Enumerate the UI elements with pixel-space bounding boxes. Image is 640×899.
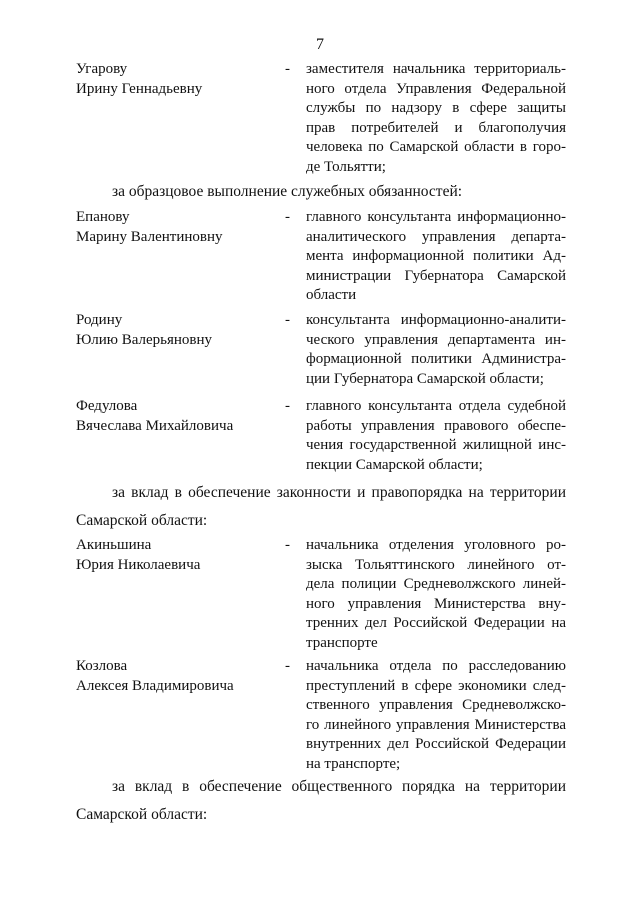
position-description: консультанта информационно-аналити- ческого управления департамента ин- формационной политики Администра- ции Губернатора Самарской области;: [306, 312, 566, 387]
person-name: Угарову Ирину Геннадьевну: [76, 61, 203, 97]
person-name: Федулова Вячеслава Михайловича: [76, 398, 234, 434]
person-name: Акиньшина Юрия Николаевича: [76, 537, 201, 573]
page-number: 7: [316, 36, 324, 53]
position-description: заместителя начальника территориаль- ного отдела Управления Федеральной службы по надзору в сфере защиты прав потребителей и благополучия человека по Самарской области в горо- де Тольятти;: [306, 61, 566, 175]
position-description: главного консультанта информационно- аналитического управления департа- мента информационной политики Ад- министрации Губернатора Самарской области: [306, 209, 566, 303]
dash-separator: -: [285, 312, 290, 328]
award-reason-paragraph: за образцовое выполнение служебных обязанностей:: [112, 183, 463, 200]
person-name: Родину Юлию Валерьяновну: [76, 312, 213, 348]
dash-separator: -: [285, 209, 290, 225]
position-description: начальника отдела по расследованию преступлений в сфере экономики след- ственного управления Средневолжско- го линейного управления Министерства внутренних дел Российской Федерации на транспорте;: [306, 658, 566, 772]
person-name: Козлова Алексея Владимировича: [76, 658, 234, 694]
dash-separator: -: [285, 537, 290, 553]
person-name: Епанову Марину Валентиновну: [76, 209, 223, 245]
position-description: главного консультанта отдела судебной работы управления правового обеспе- чения государственной жилищной инс- пекции Самарской области;: [306, 398, 566, 473]
dash-separator: -: [285, 658, 290, 674]
award-reason-paragraph: за вклад в обеспечение законности и правопорядка на территории: [112, 484, 566, 501]
dash-separator: -: [285, 398, 290, 414]
award-reason-paragraph: за вклад в обеспечение общественного порядка на территории: [112, 778, 566, 795]
dash-separator: -: [285, 61, 290, 77]
award-reason-paragraph-continuation: Самарской области:: [76, 512, 208, 529]
position-description: начальника отделения уголовного ро- зыска Тольяттинского линейного от- дела полиции Средневолжского линей- ного управления Министерства вну- тренних дел Российской Федерации на транспорте: [306, 537, 566, 651]
award-reason-paragraph-continuation: Самарской области:: [76, 806, 208, 823]
